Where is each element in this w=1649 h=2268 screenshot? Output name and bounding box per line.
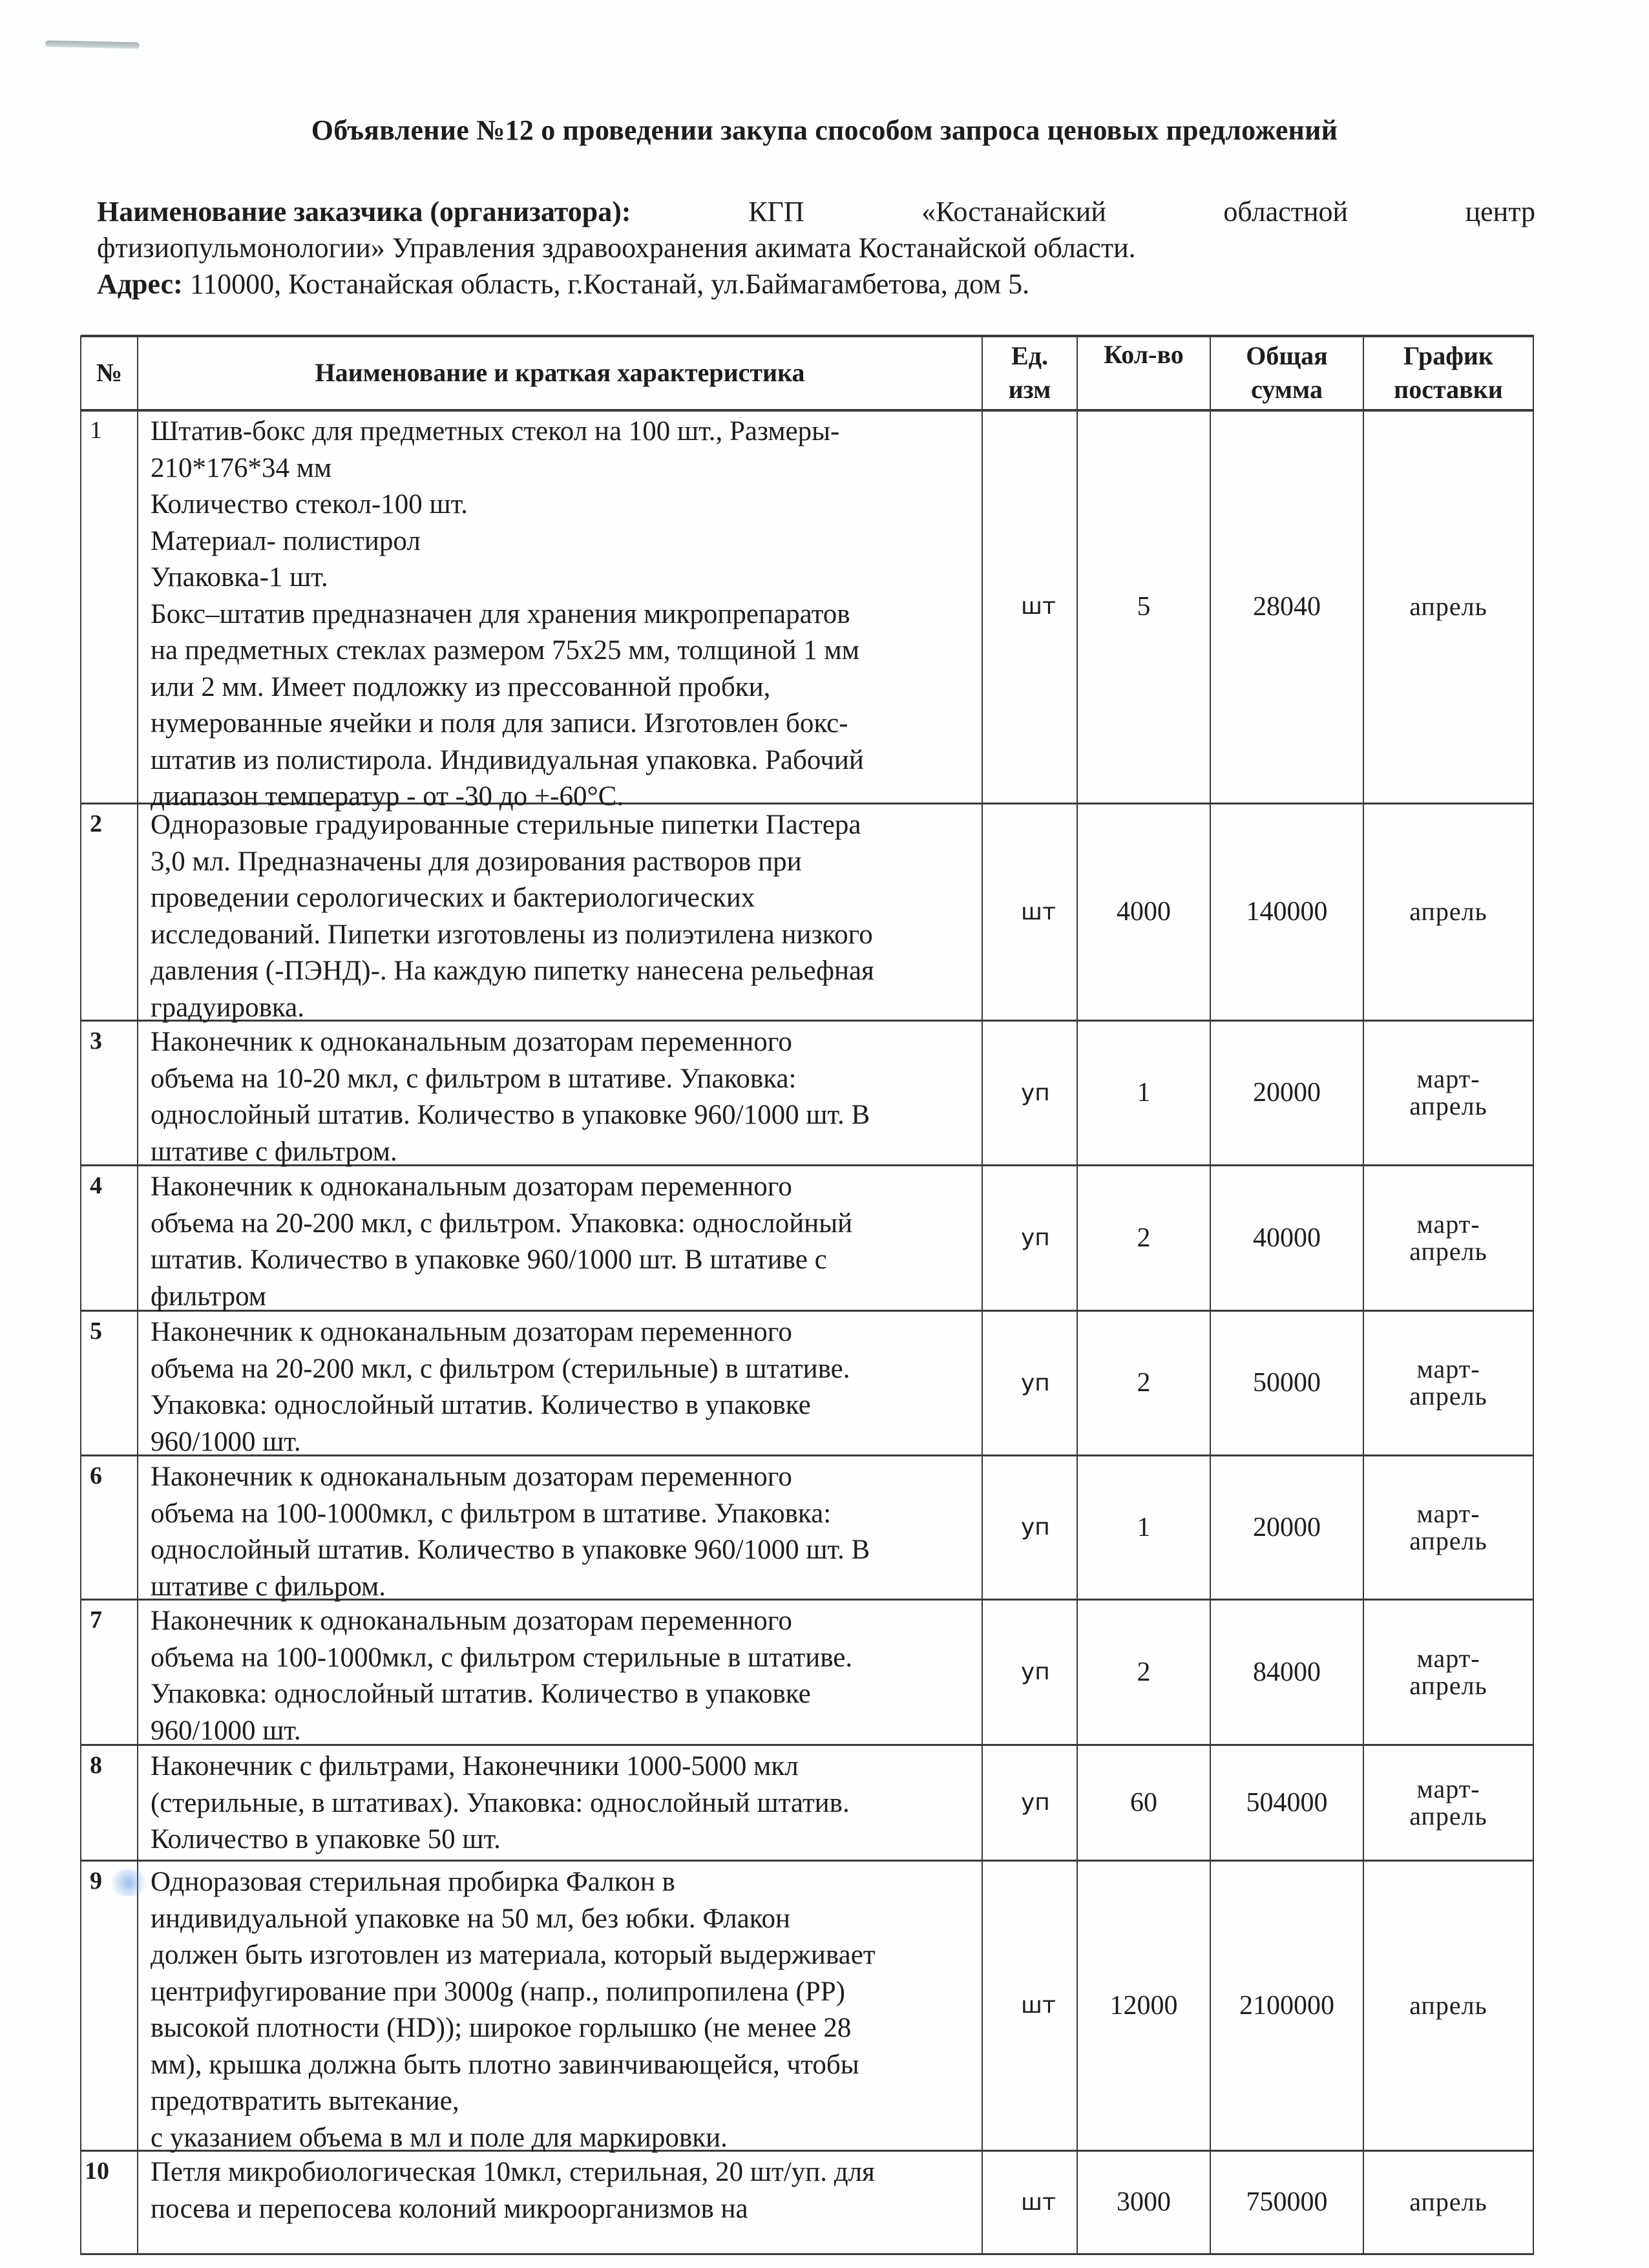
- header-qty: [1077, 335, 1210, 410]
- row-delivery-schedule: [1363, 1860, 1533, 2150]
- row-number: 4: [90, 1172, 102, 1199]
- row-number: 3: [90, 1027, 102, 1055]
- schedule-line: март-: [1416, 1354, 1480, 1383]
- description-line: штатив из полистирола. Индивидуальная упаковка. Рабочий: [151, 744, 864, 775]
- description-line: Количество стекол-100 шт.: [151, 489, 468, 520]
- address-value: 110000, Костанайская область, г.Костанай, ул.Баймагамбетова, дом 5.: [182, 268, 1030, 300]
- description-line: объема на 20-200 мкл, с фильтром. Упаковка: однослойный: [151, 1208, 853, 1239]
- customer-label: Наименование заказчика (организатора):: [97, 196, 631, 227]
- description-line: Материал- полистирол: [151, 525, 421, 556]
- header-name: [138, 335, 982, 410]
- schedule-line: апрель: [1409, 1091, 1487, 1120]
- row-total-sum: 750000: [1246, 2187, 1328, 2217]
- description-line: градуировка.: [151, 992, 304, 1023]
- header-total-line: сумма: [1251, 374, 1323, 404]
- row-description: [138, 1745, 982, 1860]
- description-line: на предметных стеклах размером 75х25 мм, толщиной 1 мм: [151, 635, 859, 666]
- schedule-line: март-: [1416, 1498, 1480, 1528]
- header-unit-line: Ед.: [1011, 341, 1048, 370]
- description-line: или 2 мм. Имеет подложку из прессованной пробки,: [151, 671, 771, 702]
- description-line: посева и перепосева колоний микроорганизмов на: [151, 2193, 748, 2224]
- customer-word: «Костанайский: [921, 196, 1106, 227]
- description-line: Наконечник к одноканальным дозаторам переменного: [151, 1606, 792, 1636]
- row-description: [138, 803, 982, 1023]
- description-line: 3,0 мл. Предназначены для дозирования растворов при: [151, 846, 802, 877]
- description-line: однослойный штатив. Количество в упаковке 960/1000 шт. В: [151, 1535, 870, 1565]
- description-line: штативе с фильтром.: [151, 1136, 397, 1167]
- row-delivery-schedule: [1363, 1745, 1533, 1860]
- row-total-sum: 140000: [1246, 897, 1328, 927]
- row-quantity: 2: [1137, 1657, 1151, 1687]
- row-delivery-schedule: [1363, 1310, 1533, 1455]
- row-unit: уп: [1021, 1789, 1050, 1816]
- description-line: Бокс–штатив предназначен для хранения микропрепаратов: [151, 598, 850, 629]
- row-unit: шт: [1021, 2189, 1056, 2216]
- row-number: 2: [90, 810, 102, 837]
- row-description: [138, 1455, 982, 1602]
- row-description: [138, 1860, 982, 2153]
- row-unit: шт: [1021, 1992, 1056, 2019]
- page-title: Объявление №12 о проведении закупа способом запроса ценовых предложений: [311, 114, 1338, 146]
- row-total-sum: 84000: [1253, 1657, 1321, 1687]
- row-unit: шт: [1021, 593, 1056, 620]
- row-unit: уп: [1021, 1224, 1050, 1251]
- description-line: мм), крышка должна быть плотно завинчивающейся, чтобы: [151, 2049, 859, 2080]
- description-line: 960/1000 шт.: [151, 1715, 301, 1746]
- row-unit: уп: [1021, 1079, 1050, 1106]
- customer-word: центр: [1465, 196, 1535, 227]
- row-total-sum: 20000: [1253, 1512, 1321, 1542]
- description-line: нумерованные ячейки и поля для записи. Изготовлен бокс-: [151, 708, 848, 739]
- description-line: Наконечник к одноканальным дозаторам переменного: [151, 1462, 792, 1492]
- schedule-line: апрель: [1409, 1381, 1487, 1411]
- row-description: [138, 1165, 982, 1310]
- row-total-sum: 504000: [1246, 1787, 1328, 1818]
- row-quantity: 2: [1137, 1223, 1151, 1253]
- row-number: 10: [85, 2158, 109, 2185]
- customer-word: КГП: [748, 196, 804, 227]
- header-schedule: [1363, 335, 1533, 410]
- row-delivery-schedule: [1363, 410, 1533, 803]
- row-description: [138, 410, 982, 812]
- row-number: 1: [90, 417, 102, 444]
- description-line: Наконечник к одноканальным дозаторам переменного: [151, 1317, 792, 1347]
- row-quantity: 5: [1137, 591, 1151, 622]
- row-delivery-schedule: [1363, 2150, 1533, 2254]
- description-line: проведении серологических и бактериологических: [151, 883, 755, 913]
- row-description: [138, 1310, 982, 1455]
- row-delivery-schedule: [1363, 1599, 1533, 1745]
- schedule-line: апрель: [1409, 1236, 1487, 1266]
- scan-ink-smudge: [109, 1869, 149, 1896]
- row-total-sum: 20000: [1253, 1078, 1321, 1108]
- row-quantity: 3000: [1117, 2187, 1171, 2217]
- description-line: Упаковка: однослойный штатив. Количество в упаковке: [151, 1679, 811, 1709]
- description-line: 210*176*34 мм: [151, 452, 332, 483]
- row-unit: шт: [1021, 898, 1056, 925]
- row-total-sum: 2100000: [1239, 1990, 1334, 2021]
- row-number: 5: [90, 1318, 102, 1345]
- header-num-label: №: [96, 357, 123, 387]
- row-total-sum: 28040: [1253, 591, 1321, 622]
- schedule-line: март-: [1416, 1774, 1480, 1803]
- description-line: Штатив-бокс для предметных стекол на 100 шт., Размеры-: [151, 416, 840, 446]
- description-line: должен быть изготовлен из материала, который выдерживает: [151, 1940, 876, 1970]
- header-schedule-line: График: [1403, 341, 1493, 370]
- description-line: центрифугирование при 3000g (напр., полипропилена (PP): [151, 1976, 845, 2007]
- row-unit: уп: [1021, 1659, 1050, 1685]
- description-line: штатив. Количество в упаковке 960/1000 шт. В штативе с: [151, 1244, 827, 1275]
- table-row-divider: [81, 335, 1534, 337]
- row-quantity: 2: [1137, 1368, 1151, 1398]
- row-quantity: 1: [1137, 1078, 1151, 1108]
- address-label: Адрес:: [97, 268, 183, 300]
- row-total-sum: 40000: [1253, 1223, 1321, 1253]
- schedule-line: апрель: [1409, 591, 1487, 621]
- description-line: предотвратить вытекание,: [151, 2086, 459, 2116]
- row-delivery-schedule: [1363, 1020, 1533, 1165]
- header-qty-label: Кол-во: [1104, 340, 1184, 369]
- schedule-line: март-: [1416, 1209, 1480, 1239]
- schedule-line: апрель: [1409, 897, 1487, 926]
- description-line: высокой плотности (HD)); широкое горлышко (не менее 28: [151, 2013, 852, 2043]
- row-quantity: 1: [1137, 1512, 1151, 1542]
- description-line: Количество в упаковке 50 шт.: [151, 1824, 501, 1854]
- description-line: объема на 100-1000мкл, с фильтром в штативе. Упаковка:: [151, 1498, 832, 1529]
- header-unit-line: изм: [1008, 374, 1051, 404]
- schedule-line: март-: [1416, 1064, 1480, 1093]
- description-line: (стерильные, в штативах). Упаковка: однослойный штатив.: [151, 1787, 850, 1818]
- description-line: объема на 20-200 мкл, с фильтром (стерильные) в штативе.: [151, 1353, 850, 1384]
- schedule-line: апрель: [1409, 1670, 1487, 1700]
- header-schedule-line: поставки: [1394, 374, 1503, 404]
- row-number: 6: [90, 1462, 102, 1489]
- row-number: 8: [90, 1752, 102, 1779]
- description-line: Упаковка-1 шт.: [151, 562, 328, 593]
- row-delivery-schedule: [1363, 1165, 1533, 1310]
- customer-word: областной: [1223, 196, 1349, 227]
- description-line: с указанием объема в мл и поле для маркировки.: [151, 2122, 728, 2153]
- schedule-line: март-: [1416, 1643, 1480, 1673]
- header-unit: [982, 335, 1077, 410]
- description-line: давления (-ПЭНД)-. На каждую пипетку нанесена рельефная: [151, 956, 874, 986]
- description-line: индивидуальной упаковке на 50 мл, без юбки. Флакон: [151, 1903, 791, 1934]
- row-delivery-schedule: [1363, 803, 1533, 1020]
- description-line: Наконечник с фильтрами, Наконечники 1000-5000 мкл: [151, 1751, 799, 1781]
- description-line: Петля микробиологическая 10мкл, стерильная, 20 шт/уп. для: [151, 2157, 875, 2187]
- description-line: Упаковка: однослойный штатив. Количество в упаковке: [151, 1390, 811, 1420]
- description-line: Наконечник к одноканальным дозаторам переменного: [151, 1171, 792, 1202]
- description-line: объема на 10-20 мкл, с фильтром в штативе. Упаковка:: [151, 1063, 797, 1094]
- row-description: [138, 1020, 982, 1165]
- schedule-line: апрель: [1409, 2187, 1487, 2216]
- row-description: [138, 2150, 982, 2254]
- description-line: объема на 100-1000мкл, с фильтром стерильные в штативе.: [151, 1642, 853, 1673]
- customer-line-2: фтизиопульмонологии» Управления здравоохранения акимата Костанайской области.: [97, 232, 1136, 264]
- description-line: Одноразовая стерильная пробирка Фалкон в: [151, 1867, 675, 1897]
- description-line: фильтром: [151, 1281, 267, 1312]
- row-total-sum: 50000: [1253, 1368, 1321, 1398]
- row-unit: уп: [1021, 1514, 1050, 1540]
- schedule-line: апрель: [1409, 1801, 1487, 1831]
- header-total: [1210, 335, 1363, 410]
- row-unit: уп: [1021, 1369, 1050, 1396]
- header-total-line: Общая: [1246, 341, 1328, 370]
- description-line: исследований. Пипетки изготовлены из полиэтилена низкого: [151, 919, 873, 950]
- schedule-line: апрель: [1409, 1526, 1487, 1555]
- header-name-label: Наименование и краткая характеристика: [315, 357, 805, 387]
- description-line: Одноразовые градуированные стерильные пипетки Пастера: [151, 810, 861, 840]
- schedule-line: апрель: [1409, 1990, 1487, 2020]
- description-line: диапазон температур - от -30 до +-60°С.: [151, 781, 624, 812]
- row-description: [138, 1599, 982, 1745]
- description-line: штативе с фильром.: [151, 1571, 386, 1602]
- row-number: 7: [90, 1606, 102, 1633]
- row-quantity: 12000: [1109, 1990, 1178, 2021]
- row-quantity: 4000: [1117, 897, 1171, 927]
- row-quantity: 60: [1130, 1787, 1157, 1818]
- description-line: однослойный штатив. Количество в упаковке 960/1000 шт. В: [151, 1100, 870, 1130]
- row-delivery-schedule: [1363, 1455, 1533, 1599]
- description-line: 960/1000 шт.: [151, 1426, 301, 1457]
- description-line: Наконечник к одноканальным дозаторам переменного: [151, 1027, 792, 1057]
- header-num: [81, 335, 138, 410]
- row-number: 9: [90, 1867, 102, 1895]
